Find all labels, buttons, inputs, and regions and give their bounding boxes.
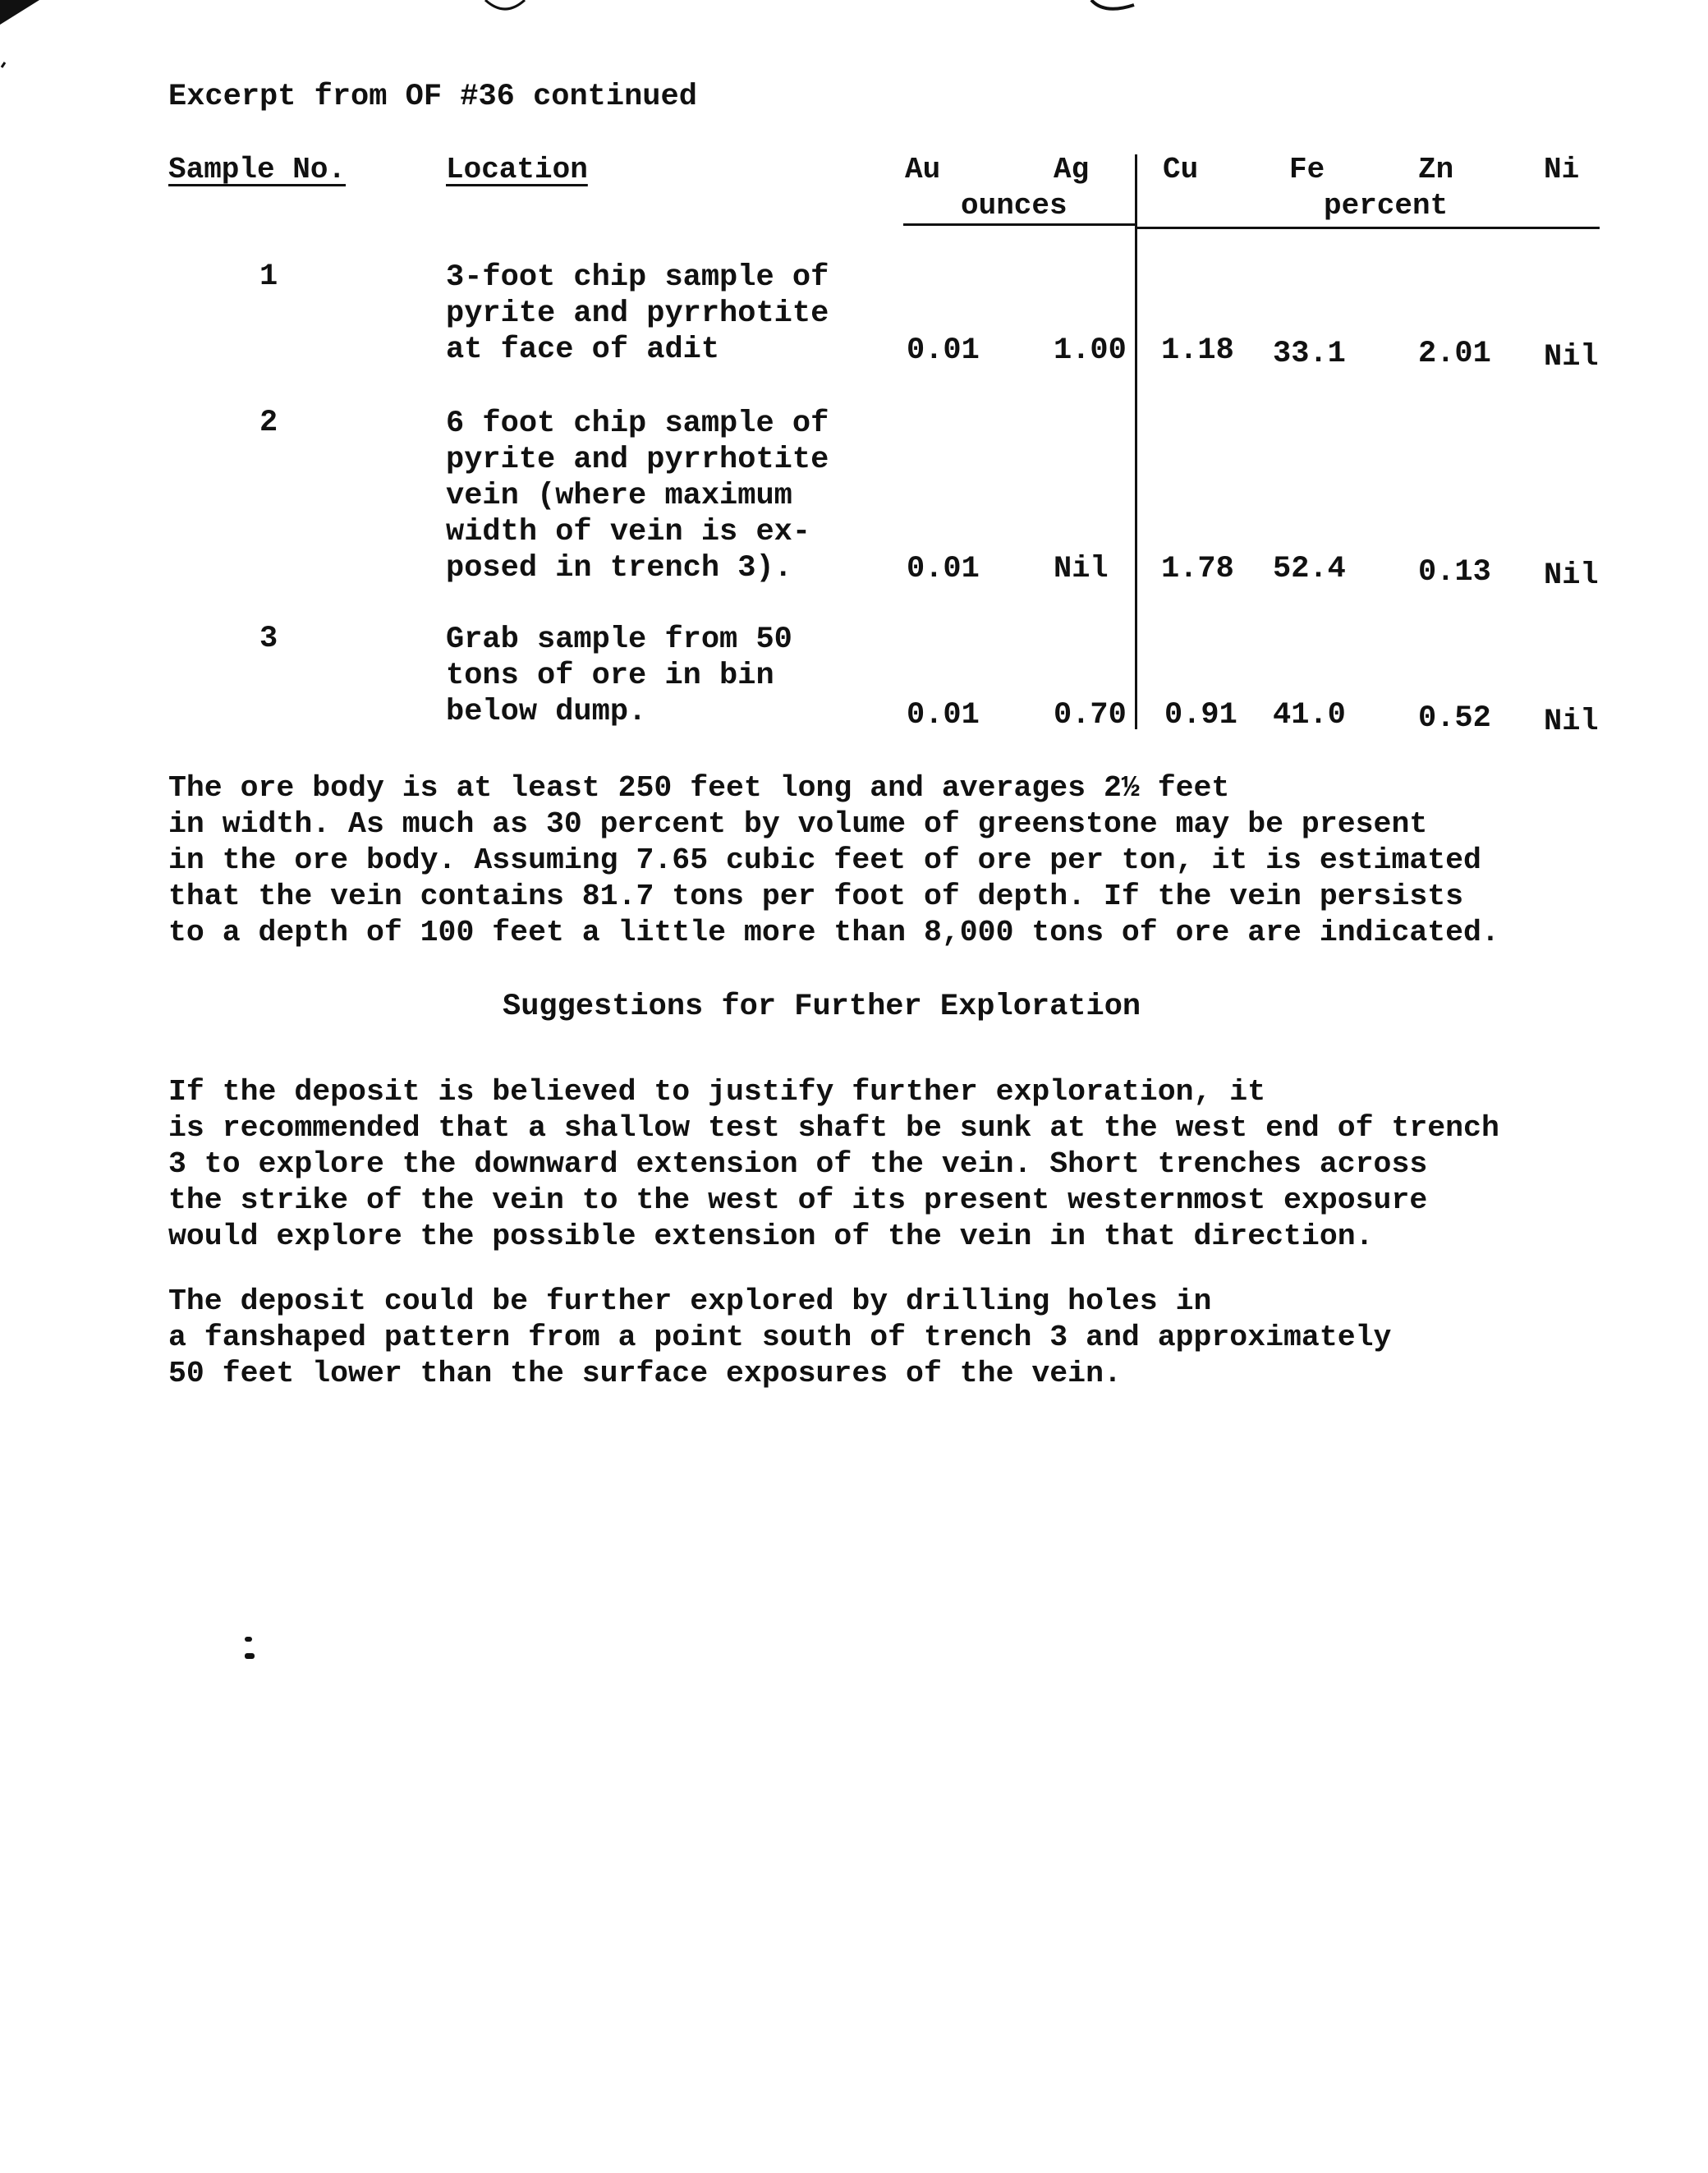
location-line: 3-foot chip sample of [446, 260, 829, 295]
ore-body-paragraph [168, 770, 1499, 951]
location-cell-2 [446, 406, 829, 586]
paragraph-line: The ore body is at least 250 feet long and averages 2½ feet [168, 771, 1230, 805]
au-value-2: 0.01 [907, 552, 980, 586]
cu-value-3: 0.91 [1164, 698, 1237, 733]
location-line: 6 foot chip sample of [446, 407, 829, 441]
paragraph-line: a fanshaped pattern from a point south of trench 3 and approximately [168, 1321, 1392, 1354]
scan-speck [245, 1637, 252, 1642]
column-header-zn: Zn [1418, 153, 1454, 186]
location-line: width of vein is ex- [446, 515, 811, 549]
unit-label-percent: percent [1324, 189, 1449, 223]
sample-no-3: 3 [259, 622, 278, 656]
location-line: posed in trench 3). [446, 551, 792, 586]
paragraph-line: the strike of the vein to the west of its present westernmost exposure [168, 1183, 1428, 1217]
column-header-ag: Ag [1054, 153, 1090, 186]
zn-value-2: 0.13 [1418, 555, 1491, 590]
column-header-cu: Cu [1163, 153, 1199, 186]
cu-value-1: 1.18 [1161, 333, 1234, 368]
paragraph-line: If the deposit is believed to justify further exploration, it [168, 1075, 1266, 1109]
column-divider [1135, 154, 1137, 729]
location-line: vein (where maximum [446, 479, 792, 513]
location-cell-3 [446, 622, 792, 730]
scan-speck [245, 1653, 255, 1659]
location-line: pyrite and pyrrhotite [446, 443, 829, 477]
fe-value-3: 41.0 [1273, 698, 1346, 733]
drilling-paragraph [168, 1284, 1391, 1392]
paragraph-line: in width. As much as 30 percent by volume of greenstone may be present [168, 807, 1428, 841]
location-cell-1 [446, 260, 829, 368]
ag-value-2: Nil [1054, 552, 1109, 586]
ni-value-1: Nil [1544, 340, 1599, 374]
header-rule-percent [1135, 227, 1600, 229]
excerpt-heading: Excerpt from OF #36 continued [168, 80, 697, 114]
location-line: Grab sample from 50 [446, 622, 792, 657]
header-rule-ounces [903, 223, 1135, 226]
location-line: tons of ore in bin [446, 659, 774, 693]
paragraph-line: is recommended that a shallow test shaft be sunk at the west end of trench [168, 1111, 1499, 1145]
zn-value-3: 0.52 [1418, 701, 1491, 736]
cu-value-2: 1.78 [1161, 552, 1234, 586]
fe-value-2: 52.4 [1273, 552, 1346, 586]
column-header-location: Location [446, 153, 588, 186]
exploration-paragraph [168, 1074, 1499, 1255]
sample-no-2: 2 [259, 406, 278, 440]
ni-value-3: Nil [1544, 705, 1599, 739]
paragraph-line: 3 to explore the downward extension of the vein. Short trenches across [168, 1147, 1428, 1181]
paragraph-line: The deposit could be further explored by drilling holes in [168, 1284, 1212, 1318]
scan-mark-top-right [1088, 0, 1137, 16]
zn-value-1: 2.01 [1418, 337, 1491, 371]
location-line: below dump. [446, 695, 647, 729]
paragraph-line: 50 feet lower than the surface exposures of the vein. [168, 1357, 1122, 1390]
paragraph-line: in the ore body. Assuming 7.65 cubic feet of ore per ton, it is estimated [168, 843, 1481, 877]
fe-value-1: 33.1 [1273, 337, 1346, 371]
location-line: pyrite and pyrrhotite [446, 296, 829, 331]
column-header-ni: Ni [1544, 153, 1580, 186]
unit-label-ounces: ounces [961, 189, 1068, 223]
paragraph-line: that the vein contains 81.7 tons per foot of depth. If the vein persists [168, 880, 1464, 913]
au-value-1: 0.01 [907, 333, 980, 368]
scan-mark-top-left [0, 0, 49, 74]
ag-value-3: 0.70 [1054, 698, 1127, 733]
section-heading: Suggestions for Further Exploration [503, 990, 1141, 1024]
scan-mark-top-center [480, 0, 530, 16]
column-header-fe: Fe [1289, 153, 1325, 186]
ag-value-1: 1.00 [1054, 333, 1127, 368]
column-header-au: Au [905, 153, 941, 186]
column-header-sample-no: Sample No. [168, 153, 347, 186]
paragraph-line: to a depth of 100 feet a little more than 8,000 tons of ore are indicated. [168, 916, 1499, 949]
ni-value-2: Nil [1544, 558, 1599, 593]
paragraph-line: would explore the possible extension of the vein in that direction. [168, 1220, 1374, 1253]
au-value-3: 0.01 [907, 698, 980, 733]
sample-no-1: 1 [259, 260, 278, 294]
location-line: at face of adit [446, 333, 720, 367]
